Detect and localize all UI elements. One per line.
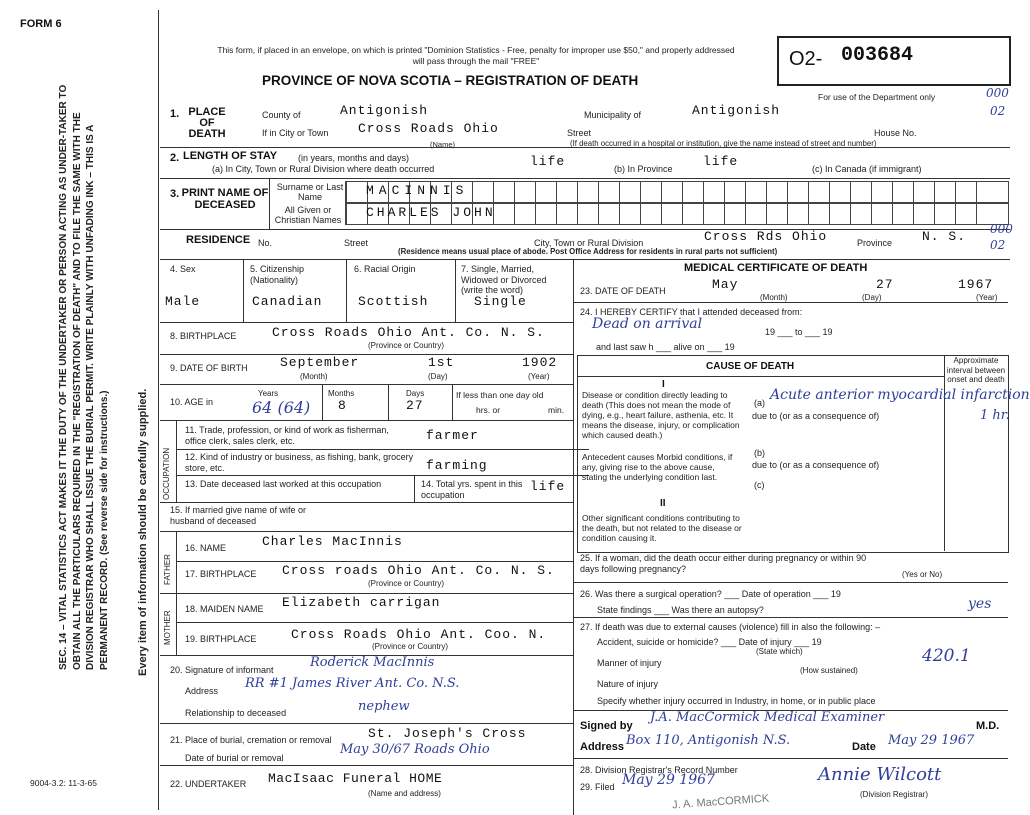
mother-bp-value: Cross Roads Ohio Ant. Coo. N. (291, 627, 547, 642)
residence-province-label: Province (857, 238, 893, 248)
mother-bp-label: 19. BIRTHPLACE (185, 634, 257, 644)
last-seen-label: and last saw h ___ alive on ___ 19 (596, 342, 735, 352)
rule-after-name (160, 229, 1010, 230)
autopsy-value: yes (968, 596, 992, 612)
how-sustained-caption: (How sustained) (800, 666, 858, 675)
burial-place-value: St. Joseph's Cross (368, 726, 527, 741)
accident-label: Accident, suicide or homicide? ___ Date of injury ___ 19 (597, 637, 822, 647)
dod-year-caption: (Year) (976, 293, 998, 302)
dod-month: May (712, 277, 739, 292)
name-label: PRINT NAME OF DECEASED (181, 187, 269, 211)
residence-street-label: Street (344, 238, 369, 248)
informant-rel-label: Relationship to deceased (185, 708, 287, 718)
center-divider (573, 259, 574, 815)
registration-number-box (777, 36, 1011, 86)
father-bp-sub: (Province or Country) (368, 579, 445, 588)
q11-label: 11. Trade, profession, or kind of work as fisherman, office clerk, sales clerk, etc. (185, 425, 389, 446)
filed-label: 29. Filed (580, 782, 615, 792)
nature-label: Nature of injury (597, 679, 659, 689)
age-months-label: Months (328, 389, 355, 398)
mother-name-value: Elizabeth carrigan (282, 595, 441, 610)
physician-stamp: J. A. MacCORMICK (671, 792, 770, 812)
residence-note: (Residence means usual place of abode. Post Office Address for residents in rural parts not sufficient) (398, 247, 778, 256)
q11-value: farmer (426, 428, 479, 443)
residence-label: RESIDENCE (186, 234, 251, 246)
dob-year-caption: (Year) (528, 372, 550, 381)
immediate-cause-label: Disease or condition directly leading to death (This does not mean the mode of dying, e.g., heart failure, asthenia, etc. It means the disease, injury, or complication which caused death.) (582, 390, 740, 440)
street-label: Street (567, 128, 592, 138)
reg-number: 003684 (841, 44, 914, 67)
surname-label: Surname or Last Name (276, 182, 344, 202)
dept-mark-2: 02 (990, 104, 1006, 118)
sex-value: Male (165, 294, 201, 309)
undertaker-sub: (Name and address) (368, 789, 441, 798)
birthplace-value: Cross Roads Ohio Ant. Co. N. S. (272, 325, 545, 340)
cause-roman-2: II (660, 498, 666, 509)
municipality-label: Municipality of (584, 110, 642, 120)
left-border (158, 10, 159, 810)
yes-no-caption: (Yes or No) (902, 570, 943, 579)
dob-year: 1902 (522, 355, 558, 370)
age-years-value: 64 (64) (252, 398, 311, 417)
undertaker-label: 22. UNDERTAKER (170, 779, 247, 789)
age-days-label: Days (406, 389, 425, 398)
citizenship-label: 5. Citizenship (Nationality) (250, 264, 305, 285)
residence-no-label: No. (258, 238, 273, 248)
other-conditions-label: Other significant conditions contributing to the death, but not related to the disease or condition causing it. (582, 513, 742, 543)
registrar-signature: Annie Wilcott (818, 764, 942, 785)
city-label: If in City or Town (262, 128, 329, 138)
cause-b-marker: (b) (754, 448, 765, 458)
spouse-label: 15. If married give name of wife or husband of deceased (170, 505, 307, 526)
physician-address-value: Box 110, Antigonish N.S. (626, 733, 791, 748)
dob-month: September (280, 355, 360, 370)
stay-a-value: life (530, 154, 566, 169)
marital-value: Single (474, 294, 527, 309)
marital-label: 7. Single, Married, Widowed or Divorced (write the word) (461, 264, 547, 295)
dob-day: 1st (428, 355, 455, 370)
residence-province-value: N. S. (922, 229, 967, 244)
father-bp-label: 17. BIRTHPLACE (185, 569, 257, 579)
side-note-supply: Every item of information should be carefully supplied. (137, 388, 149, 676)
stay-b-label: (b) In Province (614, 164, 673, 174)
form-label: FORM 6 (20, 18, 62, 30)
given-label: All Given or Christian Names (274, 205, 342, 225)
physician-signature: J.A. MacCormick Medical Examiner (650, 710, 885, 725)
age-less-label: If less than one day old (456, 390, 544, 400)
undertaker-value: MacIsaac Funeral HOME (268, 771, 443, 786)
rule-after-residence (160, 259, 1010, 260)
place-label: PLACE OF DEATH (188, 106, 226, 140)
given-value: CHARLES JOHN (366, 205, 496, 220)
q14-value: life (530, 479, 566, 494)
form-code: 9004-3.2: 11-3-65 (30, 778, 97, 788)
filed-value: May 29 1967 (622, 772, 715, 788)
cause-roman-1: I (662, 379, 665, 390)
q27-label: 27. If death was due to external causes (violence) fill in also the following: – (580, 622, 881, 632)
attended-value: Dead on arrival (592, 316, 703, 332)
residence-city-label: City, Town or Rural Division (534, 238, 644, 248)
sex-label: 4. Sex (170, 264, 196, 274)
reg-prefix: O2- (789, 48, 823, 70)
interval-a-value: 1 hr. (980, 408, 1010, 423)
dob-month-caption: (Month) (300, 372, 328, 381)
place-num: 1. (170, 108, 180, 120)
specify-label: Specify whether injury occurred in Industry, in home, or in public place (597, 696, 876, 706)
signed-by-label: Signed by (580, 720, 633, 732)
stay-sub: (in years, months and days) (298, 153, 410, 163)
county-label: County of (262, 110, 301, 120)
municipality-value: Antigonish (692, 103, 781, 118)
informant-sig-label: 20. Signature of informant (170, 665, 274, 675)
cause-a-value: Acute anterior myocardial infarction (770, 387, 1030, 403)
mother-bp-sub: (Province or Country) (372, 642, 449, 651)
q14-label: 14. Total yrs. spent in this occupation (421, 479, 523, 500)
rule-after-stay (160, 178, 1010, 179)
birthplace-sub: (Province or Country) (368, 341, 445, 350)
dod-year: 1967 (958, 277, 994, 292)
residence-mark-1: 000 (990, 222, 1013, 236)
hospital-note: (If death occurred in a hospital or institution, give the name instead of street and number) (570, 139, 877, 148)
age-min-label: min. (548, 405, 565, 415)
city-name-caption: (Name) (430, 140, 456, 149)
dob-day-caption: (Day) (428, 372, 448, 381)
cert-date-value: May 29 1967 (888, 733, 975, 748)
county-value: Antigonish (340, 103, 429, 118)
father-bp-value: Cross roads Ohio Ant. Co. N. S. (282, 563, 555, 578)
citizenship-value: Canadian (252, 294, 323, 309)
attended-range: 19 ___ to ___ 19 (765, 327, 833, 337)
birthplace-label: 8. BIRTHPLACE (170, 331, 237, 341)
dept-use-label: For use of the Department only (818, 92, 936, 102)
stay-num: 2. (170, 152, 180, 164)
md-label: M.D. (976, 720, 1000, 732)
q13-label: 13. Date deceased last worked at this occupation (185, 479, 382, 489)
stay-b-value: life (703, 154, 739, 169)
informant-rel-value: nephew (358, 699, 410, 714)
father-side-label: FATHER (163, 554, 172, 585)
q12-label: 12. Kind of industry or business, as fishing, bank, grocery store, etc. (185, 452, 414, 473)
dept-mark-1: 000 (986, 86, 1009, 100)
stay-label: LENGTH OF STAY (183, 150, 278, 162)
q12-value: farming (426, 458, 488, 473)
cause-c-marker: (c) (754, 480, 765, 490)
dob-label: 9. DATE OF BIRTH (170, 363, 248, 373)
informant-signature: Roderick MacInnis (310, 655, 435, 670)
mail-notice: This form, if placed in an envelope, on which is printed "Dominion Statistics - Free, penalty for improper use $50," and properly addressed will pass through the mail "FREE" (217, 45, 735, 66)
age-hrs-label: hrs. or (476, 405, 501, 415)
stay-a-label: (a) In City, Town or Rural Division where death occurred (212, 164, 435, 174)
state-which-caption: (State which) (756, 647, 803, 656)
dod-day: 27 (876, 277, 894, 292)
surname-value: MACINNIS (366, 183, 469, 198)
informant-addr-value: RR #1 James River Ant. Co. N.S. (245, 676, 460, 691)
interval-header: Approximate interval between onset and death (946, 356, 1006, 384)
burial-date-value: May 30/67 Roads Ohio (340, 742, 490, 757)
house-no-label: House No. (874, 128, 917, 138)
stay-c-label: (c) In Canada (if immigrant) (812, 164, 922, 174)
father-name-value: Charles MacInnis (262, 534, 403, 549)
dod-month-caption: (Month) (760, 293, 788, 302)
informant-addr-label: Address (185, 686, 219, 696)
side-instructions: SEC. 14 – VITAL STATISTICS ACT MAKES IT THE DUTY OF THE UNDERTAKER OR PERSON ACTING AS UNDER-TAKER TO OBTAIN ALL THE PARTICULARS REQUIRED IN THE "REGISTRATION OF DEATH" AND TO FILE THE SAME WITH THE DIVISION REGISTRAR WHO SHALL ISSUE THE BURIAL PERMIT. WRITE PLAINLY WITH UNFADING INK – THIS IS A PERMANENT RECORD. (See reverse side for instructions.) (58, 84, 110, 670)
age-label: 10. AGE in (170, 397, 214, 407)
antecedent-label: Antecedent causes Morbid conditions, if any, giving rise to the above cause, stating the underlying condition last. (582, 452, 733, 482)
manner-label: Manner of injury (597, 658, 662, 668)
residence-city-value: Cross Rds Ohio (704, 229, 828, 244)
dod-day-caption: (Day) (862, 293, 882, 302)
dod-label: 23. DATE OF DEATH (580, 286, 666, 296)
reg-record-label: 28. Division Registrar's Record Number (580, 765, 738, 775)
residence-mark-2: 02 (990, 238, 1006, 252)
due-to-b: due to (or as a consequence of) (752, 460, 880, 470)
mother-name-label: 18. MAIDEN NAME (185, 604, 264, 614)
classification-code: 420.1 (922, 646, 971, 666)
physician-address-label: Address (580, 741, 625, 753)
cert-date-label: Date (852, 741, 876, 753)
medical-header: MEDICAL CERTIFICATE OF DEATH (684, 262, 868, 274)
city-value: Cross Roads Ohio (358, 121, 499, 136)
burial-place-label: 21. Place of burial, cremation or removal (170, 735, 332, 745)
racial-value: Scottish (358, 294, 429, 309)
cause-a-marker: (a) (754, 398, 765, 408)
name-num: 3. (170, 188, 180, 200)
q25-label: 25. If a woman, did the death occur either during pregnancy or within 90 days following pregnancy? (580, 553, 867, 574)
burial-date-label: Date of burial or removal (185, 753, 284, 763)
q26-label: 26. Was there a surgical operation? ___ Date of operation ___ 19 (580, 589, 841, 599)
racial-label: 6. Racial Origin (354, 264, 416, 274)
certify-label: 24. I HEREBY CERTIFY that I attended deceased from: (580, 307, 803, 317)
occupation-side-label: OCCUPATION (162, 447, 171, 500)
father-name-label: 16. NAME (185, 543, 227, 553)
cause-header: CAUSE OF DEATH (706, 361, 795, 372)
form-title: PROVINCE OF NOVA SCOTIA – REGISTRATION OF DEATH (262, 73, 639, 88)
mother-side-label: MOTHER (163, 610, 172, 645)
due-to-a: due to (or as a consequence of) (752, 411, 880, 421)
age-years-label: Years (258, 389, 279, 398)
div-registrar-caption: (Division Registrar) (860, 790, 929, 799)
findings-label: State findings ___ Was there an autopsy? (597, 605, 764, 615)
age-months-value: 8 (338, 398, 347, 413)
age-days-value: 27 (406, 398, 424, 413)
